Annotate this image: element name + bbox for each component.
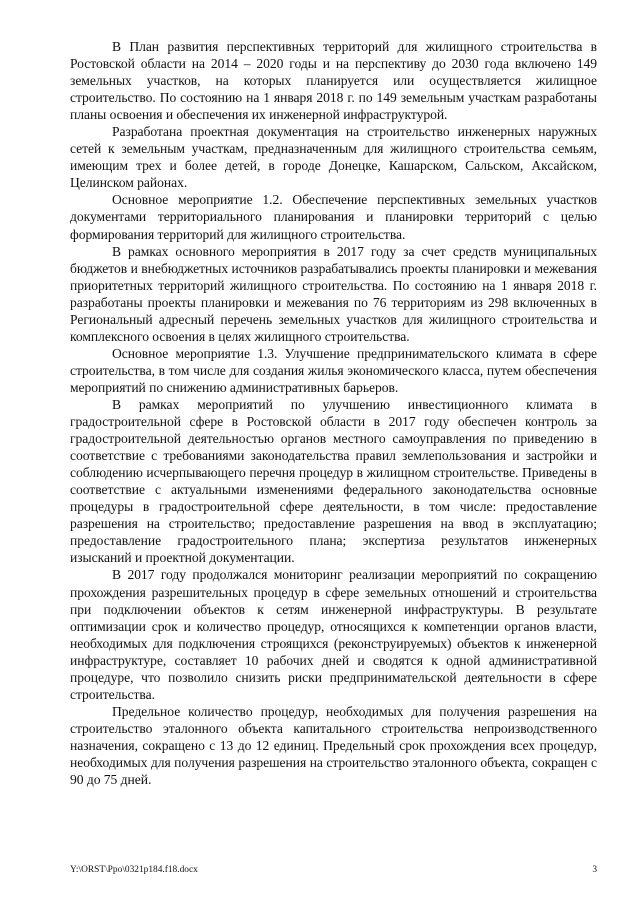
paragraph-measure-1-2: Основное мероприятие 1.2. Обеспечение перспективных земельных участков документами территориального планирования и планировки территорий с целью формирования территорий для жилищного строительства.	[70, 192, 597, 242]
paragraph-investment-climate: В рамках мероприятий по улучшению инвестиционного климата в градостроительной сфере в Ростовской области в 2017 году обеспечен контроль за градостроительной деятельностью органов местного самоуправления по приведению в соответствие с требованиями законодательства правил землепользования и застройки и соблюдению исчерпывающего перечня процедур в жилищном строительстве. Приведены в соответствие с актуальными изменениями федерального законодательства основные процедуры в градостроительной сфере деятельности, в том числе: предоставление разрешения на строительство; предоставление разрешения на ввод в эксплуатацию; предоставление градостроительного плана; экспертиза результатов инженерных изысканий и проектной документации.	[70, 396, 597, 566]
paragraph-measure-1-3: Основное мероприятие 1.3. Улучшение предпринимательского климата в сфере строительства, в том числе для создания жилья экономического класса, путем обеспечения мероприятий по снижению административных барьеров.	[70, 345, 597, 395]
paragraph-project-documentation: Разработана проектная документация на строительство инженерных наружных сетей к земельным участкам, предназначенным для жилищного строительства семьям, имеющим трех и более детей, в городе Донецке, Кашарском, Сальском, Аксайском, Целинском районах.	[70, 124, 597, 191]
paragraph-plan-territories: В План развития перспективных территорий для жилищного строительства в Ростовской области на 2014 – 2020 годы и на перспективу до 2030 года включено 149 земельных участков, на которых планируется или осуществляется жилищное строительство. По состоянию на 1 января 2018 г. по 149 земельным участкам разработаны планы освоения и обеспечения их инженерной инфраструктурой.	[70, 39, 597, 123]
paragraph-procedure-limits: Предельное количество процедур, необходимых для получения разрешения на строительство эталонного объекта капитального строительства непроизводственного назначения, сокращено с 13 до 12 единиц. Предельный срок прохождения всех процедур, необходимых для получения разрешения на строительство эталонного объекта, сокращен с 90 до 75 дней.	[70, 703, 597, 788]
paragraph-monitoring-2017: В 2017 году продолжался мониторинг реализации мероприятий по сокращению прохождения разрешительных процедур в сфере земельных отношений и строительства при подключении объектов к сетям инженерной инфраструктуры. В результате оптимизации срок и количество процедур, относящихся к компетенции органов власти, необходимых для подключения строящихся (реконструируемых) объектов к инженерной инфраструктуре, составляет 10 рабочих дней и сводятся к одной административной процедуре, что позволило снизить риски предпринимательской деятельности в сфере строительства.	[70, 567, 597, 702]
document-body	[70, 38, 597, 788]
footer-file-path: Y:\ORST\Ppo\0321p184.f18.docx	[70, 865, 198, 875]
paragraph-planning-projects: В рамках основного мероприятия в 2017 году за счет средств муниципальных бюджетов и внебюджетных источников разрабатывались проекты планировки и межевания приоритетных территорий жилищного строительства. По состоянию на 1 января 2018 г. разработаны проекты планировки и межевания по 76 территориям из 298 включенных в Региональный адресный перечень земельных участков для жилищного строительства и комплексного освоения в целях жилищного строительства.	[70, 243, 597, 344]
footer-page-number: 3	[592, 865, 597, 875]
page-footer	[70, 865, 597, 881]
